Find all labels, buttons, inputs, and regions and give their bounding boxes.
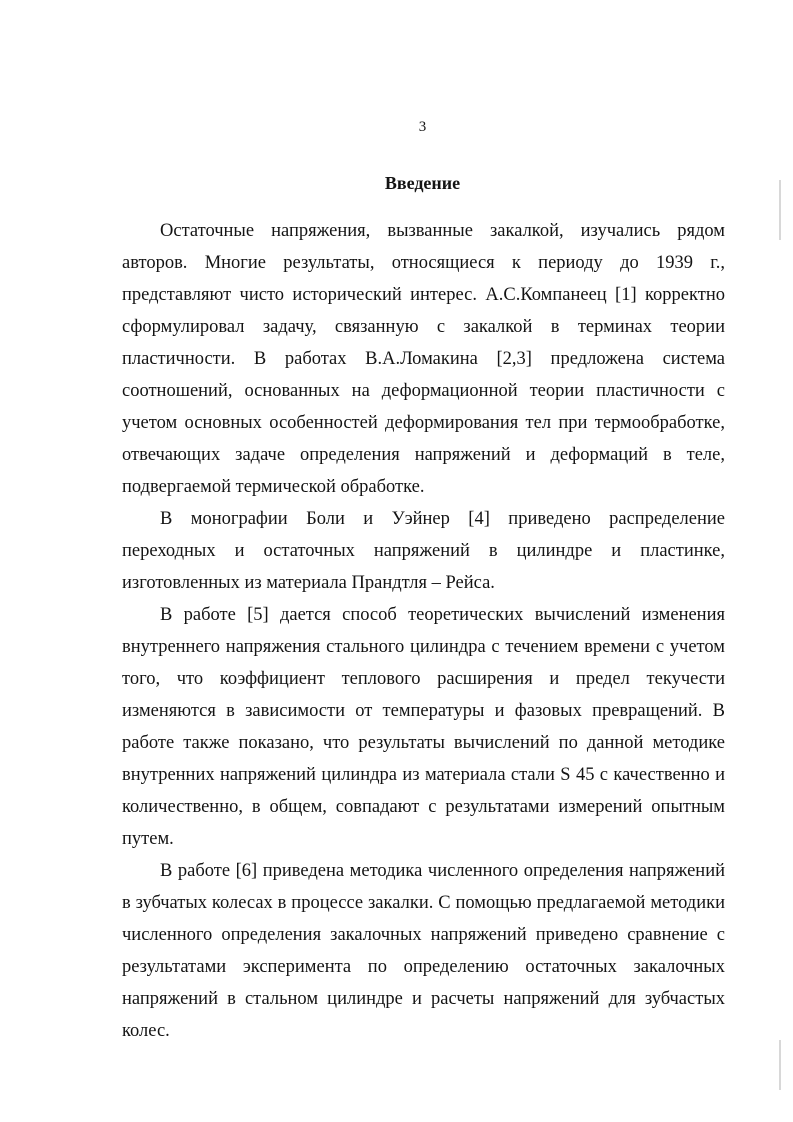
paragraph-intro: Остаточные напряжения, вызванные закалкой, изучались рядом авторов. Многие результаты, относящиеся к периоду до 1939 г., представляют чисто исторический интерес. А.С.Компанеец [1] корректно сформулировал задачу, связанную с закалкой в терминах теории пластичности. В работах В.А.Ломакина [2,3] предложена система соотношений, основанных на деформационной теории пластичности с учетом основных особенностей деформирования тел при термообработке, отвечающих задаче определения напряжений и деформаций в теле, подвергаемой термической обработке. xyxy=(122,221,725,497)
paragraph-work-5: В работе [5] дается способ теоретических вычислений изменения внутреннего напряжения стального цилиндра с течением времени с учетом того, что коэффициент теплового расширения и предел текучести изменяются в зависимости от температуры и фазовых превращений. В работе также показано, что результаты вычислений по данной методике внутренних напряжений цилиндра из материала стали S 45 с качественно и количественно, в общем, совпадают с результатами измерений опытным путем. xyxy=(122,605,725,849)
scan-edge-mark xyxy=(779,180,781,240)
body-text xyxy=(122,215,725,1047)
scan-edge-mark xyxy=(779,1040,781,1090)
section-title: Введение xyxy=(384,173,461,193)
page-number: 3 xyxy=(418,119,427,135)
paragraph-boley-weiner: В монографии Боли и Уэйнер [4] приведено распределение переходных и остаточных напряжений в цилиндре и пластинке, изготовленных из материала Прандтля – Рейса. xyxy=(122,509,725,593)
paragraph-work-6: В работе [6] приведена методика численного определения напряжений в зубчатых колесах в процессе закалки. С помощью предлагаемой методики численного определения закалочных напряжений приведено сравнение с результатами эксперимента по определению остаточных закалочных напряжений в стальном цилиндре и расчеты напряжений для зубчастых колес. xyxy=(122,861,725,1041)
